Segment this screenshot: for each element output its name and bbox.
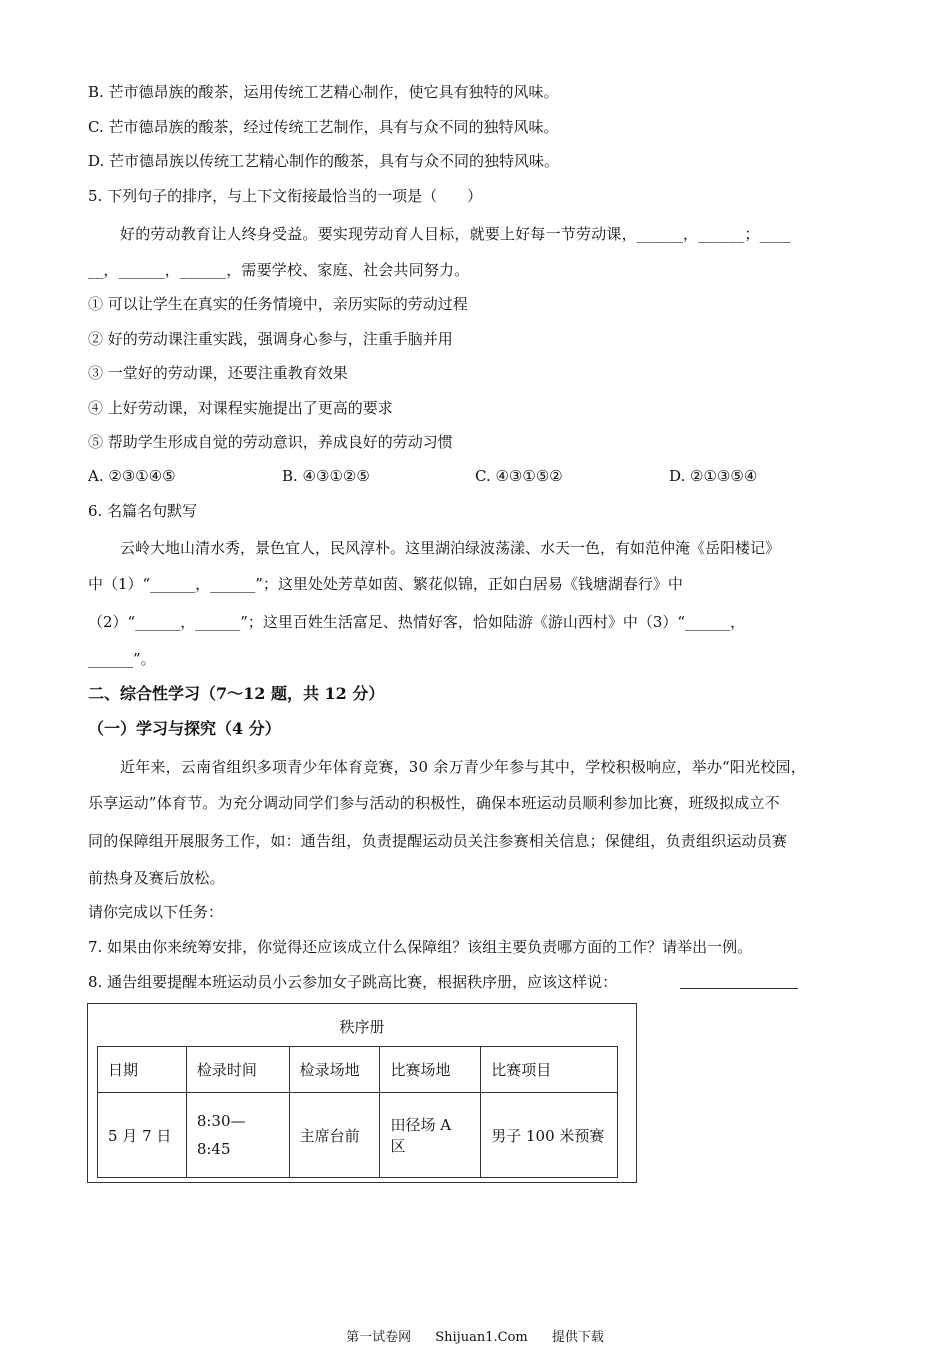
section2-heading: 二、综合性学习（7～12 题，共 12 分） (88, 684, 385, 703)
header-venue: 比赛场地 (380, 1047, 481, 1093)
q5-item-5: ⑤ 帮助学生形成自觉的劳动意识，养成良好的劳动习惯 (88, 433, 453, 451)
q5-item-3: ③ 一堂好的劳动课，还要注重教育效果 (88, 364, 348, 382)
cell-check-place: 主席台前 (289, 1093, 380, 1178)
q5-choice-a: A. ②③①④⑤ (88, 467, 176, 485)
q6-line1: 云岭大地山清水秀，景色宜人，民风淳朴。这里湖泊绿波荡漾、水天一色，有如范仲淹《岳阳楼记》 (120, 539, 781, 557)
cell-check-time (186, 1093, 289, 1178)
schedule-title: 秩序册 (339, 1018, 385, 1036)
cell-date: 5 月 7 日 (98, 1093, 187, 1178)
q5-item-1: ① 可以让学生在真实的任务情境中，亲历实际的劳动过程 (88, 295, 468, 313)
q5-choice-c: C. ④③①⑤② (475, 467, 563, 485)
q5-choice-d: D. ②①③⑤④ (669, 467, 758, 485)
q6-line3: （2）“______，______”；这里百姓生活富足、热情好客，恰如陆游《游山西村》中（3）“______， (88, 613, 746, 631)
footer-site: 第一试卷网 (346, 1330, 412, 1345)
cell-time-end: 8:45 (196, 1140, 231, 1158)
q6-line4: ______”。 (88, 650, 156, 668)
q8-answer-blank[interactable] (680, 970, 798, 989)
q5-item-4: ④ 上好劳动课，对课程实施提出了更高的要求 (88, 399, 393, 417)
q5-choice-b: B. ④③①②⑤ (282, 467, 370, 485)
q5-question: 5. 下列句子的排序，与上下文衔接最恰当的一项是（ ） (88, 187, 483, 205)
header-check-time: 检录时间 (186, 1047, 289, 1093)
q4-option-c: C. 芒市德昂族的酸茶，经过传统工艺制作，具有与众不同的独特风味。 (88, 118, 559, 136)
header-date: 日期 (98, 1047, 187, 1093)
section2-subheading: （一）学习与探究（4 分） (88, 719, 281, 738)
footer-note: 提供下载 (551, 1330, 604, 1345)
q6-question: 6. 名篇名句默写 (88, 502, 198, 520)
table-header-row (98, 1047, 618, 1093)
header-event: 比赛项目 (481, 1047, 618, 1093)
q5-passage-line2: __，______，______，需要学校、家庭、社会共同努力。 (88, 261, 470, 279)
footer-domain: Shijuan1.Com (435, 1330, 528, 1345)
q8-question: 8. 通告组要提醒本班运动员小云参加女子跳高比赛，根据秩序册，应该这样说： (88, 973, 618, 991)
material-line1: 近年来，云南省组织多项青少年体育竞赛，30 余万青少年参与其中，学校积极响应，举办“阳光校园， (120, 758, 806, 776)
cell-venue: 田径场 A 区 (380, 1093, 481, 1178)
q7-question: 7. 如果由你来统筹安排，你觉得还应该成立什么保障组？该组主要负责哪方面的工作？请举出一例。 (88, 938, 753, 956)
page-footer (0, 1326, 950, 1345)
q5-passage-line1: 好的劳动教育让人终身受益。要实现劳动育人目标，就要上好每一节劳动课，______，______；____ (120, 225, 791, 243)
q4-option-d: D. 芒市德昂族以传统工艺精心制作的酸茶，具有与众不同的独特风味。 (88, 152, 560, 170)
q5-item-2: ② 好的劳动课注重实践，强调身心参与，注重手脑并用 (88, 330, 453, 348)
q6-line2: 中（1）“______，______”；这里处处芳草如茵、繁花似锦，正如白居易《钱塘湖春行》中 (88, 575, 683, 593)
material-line2: 乐享运动”体育节。为充分调动同学们参与活动的积极性，确保本班运动员顺利参加比赛，班级拟成立不 (88, 794, 780, 812)
material-line4: 前热身及赛后放松。 (88, 869, 225, 887)
table-row (98, 1093, 618, 1178)
schedule-table (97, 1046, 618, 1178)
material-line3: 同的保障组开展服务工作，如：通告组，负责提醒运动员关注参赛相关信息；保健组，负责组织运动员赛 (88, 832, 788, 850)
cell-time-start: 8:30— (196, 1112, 246, 1130)
schedule-box (87, 1003, 637, 1183)
header-check-place: 检录场地 (289, 1047, 380, 1093)
q4-option-b: B. 芒市德昂族的酸茶，运用传统工艺精心制作，使它具有独特的风味。 (88, 83, 559, 101)
task-intro: 请你完成以下任务： (88, 903, 224, 921)
cell-event: 男子 100 米预赛 (481, 1093, 618, 1178)
